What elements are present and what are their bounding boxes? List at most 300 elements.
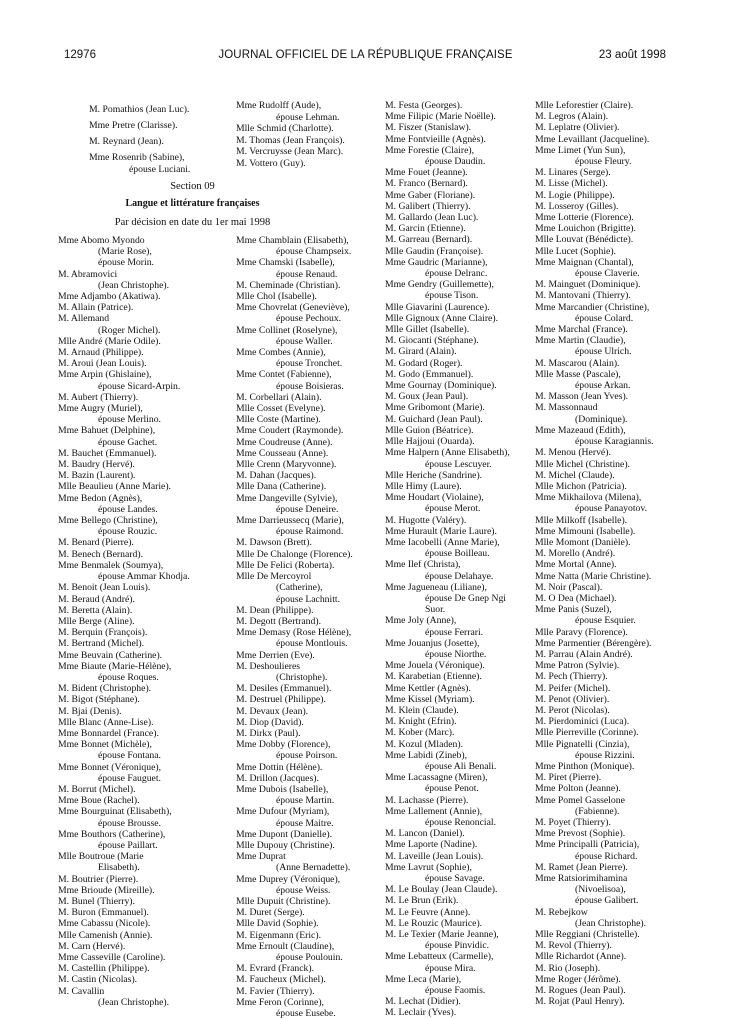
name-line: Mme Beuvain (Catherine). [58, 649, 163, 661]
list-item [236, 627, 386, 649]
list-item [236, 773, 386, 784]
list-item [236, 616, 386, 627]
list-item [535, 739, 685, 761]
name-line: Mme Ilef (Christa), [385, 559, 461, 571]
name-line: Mme Combes (Annie), [236, 347, 326, 359]
list-item [535, 223, 685, 234]
name-line: M. Linares (Serge). [535, 167, 611, 179]
continuation-line: épouse De Gnep Ngi [425, 592, 506, 604]
name-line: M. Degott (Bertrand). [236, 615, 322, 627]
name-line: M. Devaux (Jean). [236, 705, 309, 717]
list-item [58, 481, 236, 492]
name-line: M. Eigenmann (Eric). [236, 929, 322, 941]
continuation-line: épouse Renaud. [276, 268, 338, 280]
continuation-line: (Fabienne). [575, 805, 620, 817]
name-line: Mme Mikhailova (Milena), [535, 492, 642, 504]
name-line: M. Girard (Alain). [385, 346, 457, 358]
continuation-line: Suor. [425, 604, 446, 616]
list-item [535, 817, 685, 828]
continuation-line: épouse Richard. [575, 850, 638, 862]
name-line: Mlle Leforestier (Claire). [535, 100, 634, 111]
name-line: M. Baudry (Hervé). [58, 459, 135, 471]
list-item [385, 727, 535, 738]
name-line: Mlle André (Marie Odile). [58, 335, 161, 347]
name-line: M. Pomathios (Jean Luc). [89, 104, 190, 115]
continuation-line: épouse Fleury. [575, 156, 632, 168]
list-item [385, 772, 535, 794]
name-line: Mlle Momont (Danièle). [535, 536, 631, 548]
name-line: M. Carn (Hervé). [58, 940, 126, 952]
list-item [535, 257, 685, 279]
list-item [58, 683, 236, 694]
continuation-line: épouse Delranc. [425, 268, 488, 280]
list-item [385, 201, 535, 212]
list-item [58, 291, 236, 302]
name-line: Mme Abomo Myondo [58, 235, 145, 246]
continuation-line: épouse Montlouis. [276, 638, 348, 650]
list-item [58, 302, 236, 313]
name-line: Mme Duprey (Véronique), [236, 873, 341, 885]
name-line: M. Destruel (Philippe). [236, 694, 326, 706]
list-item [535, 929, 685, 940]
list-item [385, 582, 535, 616]
name-line: Mme Filipic (Marie Noëlle). [385, 111, 496, 123]
name-line: M. Aroui (Jean Louis). [58, 358, 147, 370]
list-item [58, 560, 236, 582]
list-item [385, 414, 535, 425]
list-item [385, 358, 535, 369]
continuation-line: épouse Ferrari. [425, 626, 484, 638]
name-line: Mme Arpin (Ghislaine), [58, 369, 152, 381]
list-item [535, 671, 685, 682]
continuation-line: épouse Lehman. [276, 111, 340, 123]
name-line: Mlle Gignoux (Anne Claire). [385, 312, 498, 324]
name-line: M. Corbellari (Alain). [236, 391, 322, 403]
name-line: Mlle David (Sophie). [236, 918, 319, 930]
list-item [385, 100, 535, 111]
name-line: M. Le Brun (Erik). [385, 895, 459, 907]
list-item [236, 963, 386, 974]
name-line: Mme Bellego (Christine), [58, 515, 158, 527]
list-item [535, 649, 685, 660]
name-line: M. Michel (Claude). [535, 469, 615, 481]
name-line: Mlle Reggiani (Christelle). [535, 929, 640, 941]
name-line: Mme Polton (Jeanne). [535, 783, 621, 795]
list-item [58, 963, 236, 974]
continuation-line: épouse Merlino. [98, 414, 161, 426]
name-line: Mme Bourguinat (Elisabeth), [58, 806, 172, 818]
continuation-line: épouse Niorthe. [425, 648, 487, 660]
name-line: Mme Hurault (Marie Laure). [385, 525, 497, 537]
continuation-line: épouse Eusebe. [276, 1008, 336, 1019]
name-line: M. Dawson (Brett). [236, 537, 312, 549]
name-line: M. Duret (Serge). [236, 907, 305, 919]
list-item [236, 135, 384, 147]
decision-line: Par décision en date du 1er mai 1998 [114, 217, 271, 228]
list-item [535, 940, 685, 951]
name-line: Mme Adjambo (Akatiwa). [58, 291, 161, 303]
name-line: M. Buron (Emmanuel). [58, 907, 149, 919]
list-item [385, 492, 535, 514]
name-line: M. Rio (Joseph). [535, 962, 601, 974]
continuation-line: épouse Pechoux. [276, 313, 342, 325]
continuation-line: épouse Fauguet. [98, 772, 161, 784]
name-line: M. Benard (Pierre). [58, 537, 134, 549]
page-number: 12976 [64, 49, 96, 61]
name-line: M. Klein (Claude). [385, 704, 459, 716]
list-item [385, 335, 535, 346]
journal-title: JOURNAL OFFICIEL DE LA RÉPUBLIQUE FRANÇAISE [218, 49, 513, 61]
list-column-1 [58, 235, 236, 1008]
list-item [385, 918, 535, 929]
continuation-line: (Roger Michel). [98, 324, 161, 336]
name-line: Mlle Dana (Catherine). [236, 481, 327, 493]
list-item [385, 694, 535, 705]
name-line: Mme Mortal (Anne). [535, 559, 617, 571]
name-line: M. Laveille (Jean Louis). [385, 850, 484, 862]
name-line: Mlle Louvat (Bénédicte). [535, 234, 634, 246]
name-line: Mme Pretre (Clarisse). [89, 120, 178, 131]
name-line: Mme Brioude (Mireille). [58, 884, 155, 896]
continuation-line: épouse Daudin. [425, 156, 486, 168]
name-line: M. Morello (André). [535, 548, 616, 560]
continuation-line: épouse Lachnitt. [276, 593, 341, 605]
name-line: Mme Jouanjus (Josette), [385, 637, 480, 649]
continuation-line: épouse Merot. [425, 503, 481, 515]
name-line: M. Bunel (Thierry). [58, 895, 135, 907]
name-line: M. Bigot (Stéphane). [58, 694, 140, 706]
name-line: Mme Chamblain (Elisabeth), [236, 235, 349, 246]
name-line: M. Beretta (Alain). [58, 604, 133, 616]
list-item [236, 123, 384, 135]
list-item [385, 324, 535, 335]
list-item [385, 212, 535, 223]
name-line: M. Logie (Philippe). [535, 189, 615, 201]
list-item [236, 448, 386, 459]
list-item [385, 671, 535, 682]
name-line: Mme Biaute (Marie-Hélène), [58, 660, 172, 672]
name-line: Mme Gaudric (Marianne), [385, 256, 488, 268]
name-line: Mme Mimouni (Isabelle). [535, 525, 636, 537]
name-line: Mlle Blanc (Anne-Lise). [58, 716, 154, 728]
name-line: Mme Fontvieille (Agnès). [385, 133, 486, 145]
list-item [385, 750, 535, 772]
name-line: Mme Jouela (Véronique). [385, 660, 485, 672]
list-item [385, 638, 535, 660]
name-line: Mme Iacobelli (Anne Marie), [385, 536, 500, 548]
list-item [236, 840, 386, 851]
continuation-line: épouse Waller. [276, 335, 333, 347]
list-item [535, 705, 685, 716]
name-line: Mme Bouthors (Catherine), [58, 828, 166, 840]
name-line: Mme Dangeville (Sylvie), [236, 492, 338, 504]
continuation-line: épouse Renoncial. [425, 817, 497, 828]
continuation-line: épouse Raimond. [276, 526, 344, 538]
continuation-line: épouse Delahaye. [425, 570, 494, 582]
name-line: M. Allemand [58, 313, 110, 325]
name-line: M. Thomas (Jean François). [236, 134, 345, 146]
list-item [236, 392, 386, 403]
list-item [535, 638, 685, 649]
name-line: Mme Dufour (Myriam), [236, 806, 330, 818]
list-item [236, 347, 386, 369]
list-item [58, 605, 236, 616]
list-item [385, 559, 535, 581]
name-line: M. Losseroy (Gilles). [535, 200, 619, 212]
name-line: Mme Houdart (Violaine), [385, 492, 484, 504]
name-line: M. Massonnaud [535, 402, 598, 414]
continuation-line: épouse Ulrich. [575, 346, 632, 358]
continuation-line: (Christophe). [276, 671, 328, 683]
list-item [535, 996, 685, 1007]
name-line: Mme Ernoult (Claudine), [236, 940, 335, 952]
continuation-line: épouse Rouzic. [98, 526, 158, 538]
list-item [58, 594, 236, 605]
list-item [236, 706, 386, 717]
list-item [58, 918, 236, 929]
name-line: Mme Roger (Jérôme). [535, 973, 621, 985]
name-line: M. Lachasse (Pierre). [385, 794, 469, 806]
list-item [58, 728, 236, 739]
continuation-line: épouse Pinvidic. [425, 940, 490, 952]
list-item [385, 705, 535, 716]
continuation-line: épouse Deneire. [276, 503, 339, 515]
list-item [236, 235, 386, 257]
name-line: Mme Patron (Sylvie). [535, 660, 620, 672]
list-item [385, 380, 535, 391]
name-line: Mlle Gillet (Isabelle). [385, 324, 470, 336]
list-item [385, 470, 535, 481]
list-item [535, 358, 685, 369]
list-item [236, 549, 386, 560]
list-column-3 [385, 100, 535, 1019]
name-line: M. Abramovici [58, 268, 118, 280]
list-item [385, 145, 535, 167]
list-item [236, 896, 386, 907]
list-item [236, 470, 386, 481]
name-line: M. Borrut (Michel). [58, 783, 136, 795]
name-line: M. Mascarou (Alain). [535, 357, 620, 369]
name-line: Mme Martin (Claudie), [535, 335, 626, 347]
name-line: M. Castellin (Philippe). [58, 963, 150, 975]
name-line: M. Vottero (Guy). [236, 157, 306, 169]
list-item [236, 717, 386, 728]
name-line: Mme Bahuet (Delphine), [58, 425, 156, 437]
name-line: Mme Chovrelat (Geneviève), [236, 302, 350, 314]
name-line: M. Drillon (Jacques). [236, 772, 319, 784]
name-line: Mlle Pignatelli (Cinzia), [535, 738, 630, 750]
list-item [535, 279, 685, 290]
list-item [58, 930, 236, 941]
continuation-line: (Nivoelisoa), [575, 884, 626, 896]
list-item [236, 874, 386, 896]
list-item [58, 941, 236, 952]
name-line: M. Cheminade (Christian). [236, 279, 341, 291]
list-item [385, 526, 535, 537]
list-item [58, 851, 236, 873]
name-line: M. Lisse (Michel). [535, 178, 608, 190]
name-line: M. Berquin (François). [58, 627, 148, 639]
name-line: Mlle Berge (Aline). [58, 615, 135, 627]
list-item [385, 257, 535, 279]
name-line: Mme Lotterie (Florence). [535, 212, 634, 224]
continuation-line: épouse Martin. [276, 795, 335, 807]
continuation-line: (Jean Christophe). [98, 996, 170, 1008]
continuation-line: épouse Tronchet. [276, 358, 343, 370]
continuation-line: épouse Paillart. [98, 839, 158, 851]
name-line: Mlle Boutroue (Marie [58, 851, 144, 863]
name-line: Mme Dupont (Danielle). [236, 828, 333, 840]
list-item [89, 136, 229, 148]
list-item [385, 828, 535, 839]
name-line: Mme Gribomont (Marie). [385, 402, 485, 414]
name-line: Mlle Lucet (Sophie). [535, 245, 616, 257]
list-item [535, 873, 685, 907]
list-item [58, 269, 236, 291]
list-item [535, 324, 685, 335]
list-item [385, 515, 535, 526]
name-line: M. Festa (Georges). [385, 100, 463, 111]
name-line: Mme Mazeaud (Edith), [535, 424, 626, 436]
list-item [385, 1007, 535, 1018]
list-item [535, 145, 685, 167]
name-line: M. Gallardo (Jean Luc). [385, 212, 479, 224]
name-line: Mlle Himy (Laure). [385, 480, 462, 492]
continuation-line: (Dominique). [575, 413, 628, 425]
list-item [58, 582, 236, 593]
name-line: Mlle Paravy (Florence). [535, 626, 628, 638]
list-item [535, 828, 685, 839]
list-item [58, 795, 236, 806]
name-line: Mlle Dupouy (Christine). [236, 839, 335, 851]
list-item [535, 302, 685, 324]
name-line: Mme Natta (Marie Christine). [535, 570, 652, 582]
list-item [385, 425, 535, 436]
name-line: Mme Cabassu (Nicole). [58, 918, 151, 930]
list-item [535, 402, 685, 424]
list-item [236, 291, 386, 302]
list-item [58, 392, 236, 403]
name-line: M. Dean (Philippe). [236, 604, 314, 616]
name-line: Mme Prevost (Sophie). [535, 828, 626, 840]
list-item [535, 425, 685, 447]
list-item [385, 615, 535, 637]
name-line: Mme Jagueneau (Liliane), [385, 581, 487, 593]
name-line: Mme Demasy (Rose Hélène), [236, 627, 352, 639]
list-item [58, 806, 236, 828]
name-line: M. Franco (Bernard). [385, 178, 468, 190]
name-line: M. Pierdominici (Luca). [535, 716, 630, 728]
list-item [535, 134, 685, 145]
list-item [236, 930, 386, 941]
list-item [236, 403, 386, 414]
name-line: M. Bazin (Laurent). [58, 470, 136, 482]
list-item [535, 481, 685, 492]
list-item [58, 829, 236, 851]
list-item [385, 178, 535, 189]
name-line: M. O Dea (Michael). [535, 592, 617, 604]
list-item [236, 459, 386, 470]
list-item [89, 104, 229, 116]
continuation-line: épouse Sicard-Arpin. [98, 380, 181, 392]
list-item [58, 874, 236, 885]
list-item [385, 279, 535, 301]
list-item [535, 795, 685, 817]
list-item [535, 627, 685, 638]
name-line: M. Bident (Christophe). [58, 683, 152, 695]
name-line: M. Dahan (Jacques). [236, 470, 317, 482]
list-item [58, 459, 236, 470]
continuation-line: épouse Poirson. [276, 750, 338, 762]
name-line: Mme Ratsiorimihamina [535, 873, 628, 885]
continuation-line: (Jean Christophe). [575, 917, 647, 929]
name-line: Mme Lacassagne (Miren), [385, 772, 488, 784]
name-line: M. Knight (Efrin). [385, 716, 457, 728]
name-line: M. Vercruysse (Jean Marc). [236, 146, 344, 157]
continuation-line: épouse Champseix. [276, 246, 352, 258]
name-line: M. Masson (Jean Yves). [535, 391, 629, 403]
continuation-line: épouse Maitre. [276, 817, 334, 829]
name-line: M. Piret (Pierre). [535, 772, 602, 784]
name-line: Mlle Guion (Béatrice). [385, 424, 474, 436]
continuation-line: épouse Faomis. [425, 985, 486, 997]
list-item [385, 246, 535, 257]
list-item [58, 313, 236, 335]
name-line: Mme Bedon (Agnès), [58, 492, 143, 504]
continuation-line: (Jean Christophe). [98, 279, 170, 291]
name-line: Mme Levaillant (Jacqueline). [535, 133, 650, 145]
list-item [385, 806, 535, 828]
list-item [385, 951, 535, 973]
name-line: M. Penot (Olivier). [535, 693, 610, 705]
name-line: M. Rebejkow [535, 906, 588, 918]
list-item [385, 739, 535, 750]
list-item [236, 369, 386, 391]
continuation-line: épouse Ali Benali. [425, 760, 497, 772]
name-line: Mlle Beaulieu (Anne Marie). [58, 481, 171, 493]
name-line: Mme Fouet (Jeanne). [385, 167, 468, 179]
name-line: M. Benoit (Jean Louis). [58, 582, 151, 594]
name-line: Mme Limet (Yun Sun), [535, 144, 626, 156]
name-line: M. Beraud (André). [58, 593, 135, 605]
list-item [385, 447, 535, 469]
list-item [535, 470, 685, 481]
list-item [236, 100, 384, 123]
list-item [535, 234, 685, 245]
list-item [385, 391, 535, 402]
list-item [535, 100, 685, 111]
list-item [385, 190, 535, 201]
list-item [535, 593, 685, 604]
continuation-line: épouse Ammar Khodja. [98, 571, 190, 583]
name-line: Mme Principalli (Patricia), [535, 839, 640, 851]
list-item [236, 414, 386, 425]
name-line: Mme Bonnet (Véronique), [58, 761, 162, 773]
name-line: Mme Bonnardel (France). [58, 727, 159, 739]
name-line: M. Faucheux (Michel). [236, 974, 326, 986]
list-item [236, 829, 386, 840]
list-item [236, 694, 386, 705]
name-line: Mme Dottin (Hélène). [236, 761, 323, 773]
name-line: Mme Cousseau (Anne). [236, 447, 329, 459]
top-left-list [89, 104, 229, 175]
name-line: M. Goux (Jean Paul). [385, 391, 469, 403]
name-line: M. Castin (Nicolas). [58, 974, 138, 986]
continuation-line: épouse Gachet. [98, 436, 158, 448]
list-item [58, 616, 236, 627]
continuation-line: épouse Fontana. [98, 750, 161, 762]
list-item [236, 325, 386, 347]
